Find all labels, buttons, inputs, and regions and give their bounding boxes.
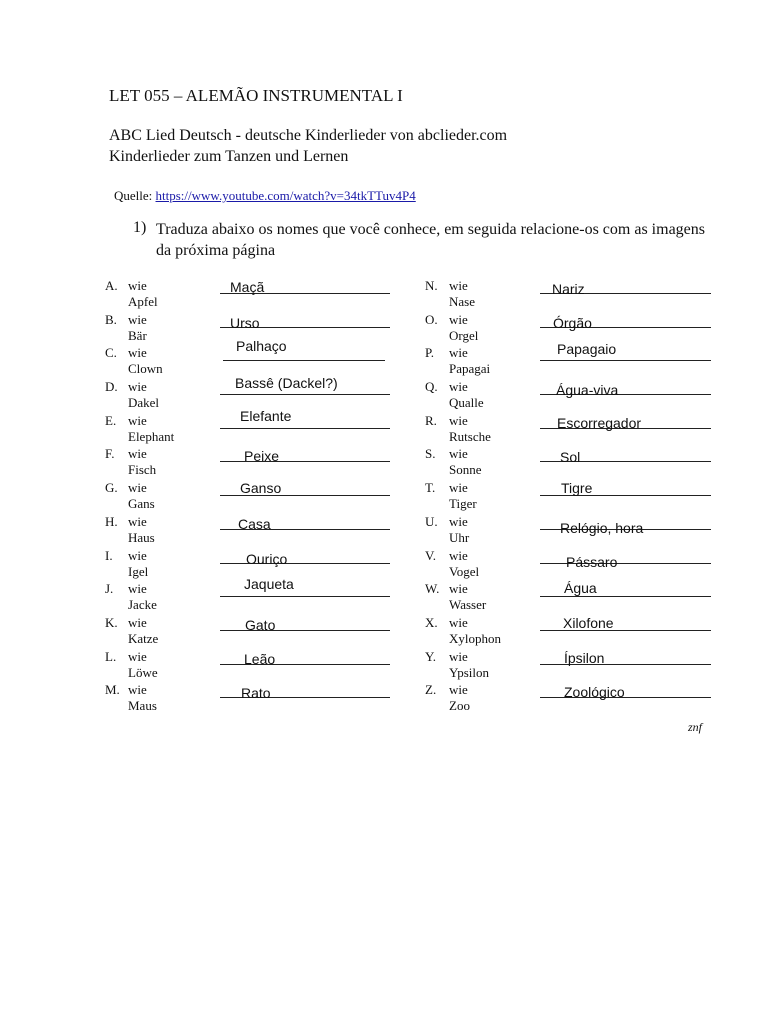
german-word: wie Tiger — [449, 480, 477, 512]
answer-line — [220, 596, 390, 597]
answer-text: Maçã — [230, 279, 265, 295]
answer-text: Palhaço — [236, 338, 287, 355]
item-letter: I. — [105, 547, 113, 563]
answer-line — [223, 360, 385, 361]
german-word: wie Papagai — [449, 345, 491, 377]
german-word: wie Apfel — [128, 278, 158, 309]
item-letter: A. — [105, 278, 118, 293]
answer-text: Sol — [560, 449, 581, 466]
source-line — [114, 188, 416, 204]
item-letter: O. — [425, 311, 438, 327]
item-letter: J. — [105, 581, 114, 597]
german-word: wie Fisch — [128, 446, 157, 478]
answer-text: Ouriço — [246, 550, 288, 567]
german-word: wie Katze — [128, 614, 159, 646]
answer-text: Água-viva — [556, 382, 619, 399]
item-letter: Z. — [425, 682, 437, 698]
answer-text: Elefante — [240, 407, 292, 424]
german-word: wie Uhr — [449, 513, 470, 545]
answer-text: Leão — [244, 650, 276, 667]
item-letter: V. — [425, 547, 436, 563]
answer-text: Bassê (Dackel?) — [235, 375, 338, 392]
german-word: wie Xylophon — [449, 614, 501, 646]
german-word: wie Gans — [128, 480, 155, 512]
german-word: wie Igel — [128, 547, 149, 579]
item-letter: W. — [425, 581, 440, 597]
german-word: wie Zoo — [449, 682, 470, 714]
answer-line — [540, 596, 711, 597]
answer-line — [220, 394, 390, 395]
subtitle-line-1: ABC Lied Deutsch - deutsche Kinderlieder von abclieder.com — [109, 127, 508, 144]
german-word: wie Qualle — [449, 379, 484, 411]
item-letter: P. — [425, 345, 435, 361]
answer-text: Zoológico — [564, 684, 625, 701]
item-letter: H. — [105, 513, 118, 529]
answer-text: Escorregador — [557, 414, 642, 431]
question-number: 1) — [133, 219, 147, 236]
item-letter: Y. — [425, 648, 436, 664]
answer-text: Nariz — [552, 281, 585, 297]
source-label: Quelle: — [114, 188, 153, 203]
page-title: LET 055 – ALEMÃO INSTRUMENTAL I — [109, 86, 403, 105]
item-letter: S. — [425, 446, 436, 462]
answer-text: Urso — [230, 314, 260, 331]
answer-text: Órgão — [553, 314, 592, 331]
item-letter: L. — [105, 648, 117, 664]
answer-text: Papagaio — [557, 341, 617, 358]
answer-text: Ípsilon — [564, 649, 605, 666]
author-initials: znf — [688, 720, 703, 734]
item-letter: T. — [425, 480, 436, 496]
item-letter: U. — [425, 513, 438, 529]
answer-text: Ganso — [240, 480, 282, 497]
german-word: wie Ypsilon — [449, 648, 489, 680]
answer-text: Peixe — [244, 448, 280, 465]
german-word: wie Nase — [449, 278, 475, 309]
german-word: wie Dakel — [128, 379, 160, 411]
german-word: wie Sonne — [449, 446, 482, 478]
source-link[interactable]: https://www.youtube.com/watch?v=34tkTTuv4P4 — [155, 188, 416, 203]
answer-text: Relógio, hora — [560, 519, 644, 536]
german-word: wie Wasser — [449, 581, 487, 613]
german-word: wie Haus — [128, 513, 155, 545]
answer-text: Jaqueta — [244, 576, 294, 593]
item-letter: B. — [105, 311, 117, 327]
item-letter: D. — [105, 379, 118, 395]
item-letter: X. — [425, 614, 438, 630]
item-letter: E. — [105, 412, 117, 428]
german-word: wie Löwe — [128, 648, 158, 680]
answer-text: Rato — [241, 685, 271, 702]
german-word: wie Jacke — [128, 581, 157, 613]
item-letter: Q. — [425, 379, 438, 395]
subtitle-line-2: Kinderlieder zum Tanzen und Lernen — [109, 148, 349, 165]
question-text: Traduza abaixo os nomes que você conhece, em seguida relacione-os com as imagens da próxima página — [156, 221, 705, 259]
item-letter: N. — [425, 278, 438, 293]
item-letter: R. — [425, 412, 437, 428]
item-letter: F. — [105, 446, 115, 462]
answer-text: Xilofone — [563, 614, 614, 631]
answer-text: Gato — [245, 616, 276, 633]
german-word: wie Vogel — [449, 547, 480, 579]
german-word: wie Clown — [128, 345, 163, 377]
german-word: wie Maus — [128, 682, 157, 714]
answer-line — [220, 428, 390, 429]
item-letter: K. — [105, 614, 118, 630]
item-letter: M. — [105, 682, 120, 698]
answer-text: Tigre — [561, 480, 593, 497]
german-word: wie Rutsche — [449, 412, 491, 444]
answer-text: Casa — [238, 515, 271, 532]
answer-line — [540, 360, 711, 361]
item-letter: C. — [105, 345, 117, 361]
answer-text: Pássaro — [566, 553, 618, 570]
german-word: wie Elephant — [128, 412, 175, 444]
item-letter: G. — [105, 480, 118, 496]
german-word: wie Orgel — [449, 311, 479, 343]
answer-text: Água — [564, 580, 597, 597]
german-word: wie Bär — [128, 311, 147, 343]
